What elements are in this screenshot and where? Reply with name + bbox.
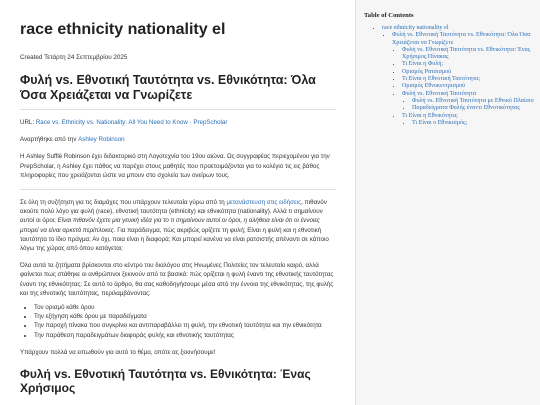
created-date: Created Τετάρτη 24 Σεπτεμβρίου 2025 xyxy=(20,54,128,61)
toc-link[interactable]: Τι Είναι η Εθνοτική Ταυτότητα; xyxy=(402,76,481,83)
toc-item[interactable] xyxy=(402,113,540,128)
toc-item[interactable] xyxy=(402,61,540,68)
intro-text-c: Για παράδειγμα, πώς ακριβώς ορίζετε τη φυλή; Είναι η φυλή και η εθνοτική ταυτότητα το ίδιο πράγμα; Αν όχι, ποια είναι η διαφορά; Και μπορεί κανένα να είναι ρατσιστής απέναντι σε κάποιο λόγω της χώρας από όπου κατάγεται; xyxy=(20,226,329,253)
immigration-news-link[interactable]: μετανάστευση στις ειδήσεις xyxy=(226,199,302,207)
intro-emphasis: Είναι πιθανόν έχετε μια γενική ιδέα για το τι σημαίνουν αυτοί οι όροι, η αλήθεια είναι ότι οι έννοιες μπορεί να είναι αρκετά περίπλοκες. xyxy=(20,217,320,234)
source-link[interactable]: Race vs. Ethnicity vs. Nationality: All You Need to Know · PrepScholar xyxy=(35,119,228,126)
list-item: • Την παροχή πίνακα που συγκρίνει και αντιπαραβάλλει τη φυλή, την εθνοτική ταυτότητα και την εθνικότητα xyxy=(34,321,336,330)
toc-item[interactable] xyxy=(412,120,540,127)
url-line xyxy=(20,118,336,127)
overview-paragraph: Όλα αυτά τα ζητήματα βρίσκονται στο κέντρο του διαλόγου στις Ηνωμένες Πολιτείες τον τελευταίο καιρό, αλλά φαίνεται πως στάθηκε οι ανθρώπινοι ξεκινούν από τα βασικά: πώς ορίζεται η φυλή έναντι της εθνοτικής ταυτότητας έναντι της εθνικότητας. Σε αυτό το άρθρο, θα σας καθοδηγήσουμε μέσα από την έννοια της εθνικότητας, της φυλής και της εθνοτικής ταυτότητας, περιλαμβάνοντας: xyxy=(20,262,334,297)
toc-item[interactable] xyxy=(402,83,540,90)
list-item: • Τον ορισμό κάθε όρου xyxy=(34,303,336,312)
toc-item[interactable] xyxy=(412,98,540,105)
intro-text-b: , πιθανόν ακούτε πολύ λόγο για φυλή (race), εθνοτική ταυτότητα (ethnicity) και εθνικότητα (nationality). Αλλά τι σημαίνουν αυτοί οι όροι; xyxy=(20,199,327,225)
toc-list xyxy=(356,25,540,127)
toc-item[interactable] xyxy=(402,47,540,62)
article-heading: Φυλή vs. Εθνοτική Ταυτότητα vs. Εθνικότητα: Όλα Όσα Χρειάζεται να Γνωρίζετε xyxy=(20,73,336,110)
toc-item[interactable] xyxy=(402,91,540,113)
toc-item[interactable] xyxy=(382,25,540,127)
toc-link[interactable]: race ethnicity nationality el xyxy=(382,25,449,31)
toc-item[interactable] xyxy=(392,32,540,127)
list-item: • Την εξήγηση κάθε όρου με παραδείγματα xyxy=(34,312,336,321)
intro-paragraph xyxy=(20,198,336,253)
toc-link[interactable]: Παραδείγματα Φυλής έναντι Εθνοτικότητας xyxy=(412,105,520,112)
toc-link[interactable]: Ορισμός Ρατσισμού xyxy=(402,68,452,75)
section-heading: Φυλή vs. Εθνοτική Ταυτότητα vs. Εθνικότητα: Ένας Χρήσιμος xyxy=(20,367,311,396)
toc-item[interactable] xyxy=(402,69,540,76)
article xyxy=(20,0,336,395)
toc-item[interactable] xyxy=(402,76,540,83)
toc-item[interactable] xyxy=(412,105,540,112)
divider xyxy=(20,189,336,190)
toc-link[interactable]: Ορισμός Εθνοκεντρισμού xyxy=(402,83,466,90)
toc-link[interactable]: Φυλή vs. Εθνοτική Ταυτότητα με Εθνικό Πλαίσιο xyxy=(412,97,534,104)
intro-text-a: Σε όλη τη συζήτηση για τις διαμάχες που υπάρχουν τελευταία γύρω από τη xyxy=(20,199,227,207)
topics-list xyxy=(20,303,336,340)
toc-link[interactable]: Τι Είναι η Εθνικότητα; xyxy=(402,112,458,119)
author-bio: Η Ashley Sufflé Robinson έχει διδακτορικό στη Λογοτεχνία του 19ου αιώνα. Ως συγγραφέας περιεχομένου για την PrepScholar, η Ashley έχει πάθος να παρέχει στους μαθητές που προετοιμάζονται για το κολέγιο τις εις βάθος πληροφορίες που χρειάζονται ώστε να μπουν στο σχολείο των ονείρων τους. xyxy=(20,153,330,179)
table-of-contents xyxy=(355,0,540,405)
closing-paragraph: Υπάρχουν πολλά να ειπωθούν για αυτό το θέμα, οπότε ας ξεκινήσουμε! xyxy=(20,348,216,356)
author-line xyxy=(20,135,336,144)
toc-link[interactable]: Φυλή vs. Εθνοτική Ταυτότητα vs. Εθνικότητα: Ένας Χρήσιμος Πίνακας xyxy=(402,46,531,61)
toc-title: Table of Contents xyxy=(364,12,414,19)
toc-link[interactable]: Τι Είναι η Φυλή; xyxy=(402,61,444,68)
toc-link[interactable]: Τι Είναι ο Εθνικισμός; xyxy=(412,119,468,126)
list-item: • Την παράθεση παραδειγμάτων διαφοράς φυλής και εθνοτικής ταυτότητας xyxy=(34,331,336,340)
author-link[interactable]: Ashley Robinson xyxy=(78,136,125,144)
url-label: URL: xyxy=(20,119,35,126)
toc-link[interactable]: Φυλή vs. Εθνοτική Ταυτότητα xyxy=(402,90,477,97)
page-title: race ethnicity nationality el xyxy=(20,21,226,38)
toc-link[interactable]: Φυλή vs. Εθνοτική Ταυτότητα vs. Εθνικότητα: Όλα Όσα Χρειάζεται να Γνωρίζετε xyxy=(392,32,531,46)
author-prefix: Αναρτήθηκε από την xyxy=(20,136,79,144)
